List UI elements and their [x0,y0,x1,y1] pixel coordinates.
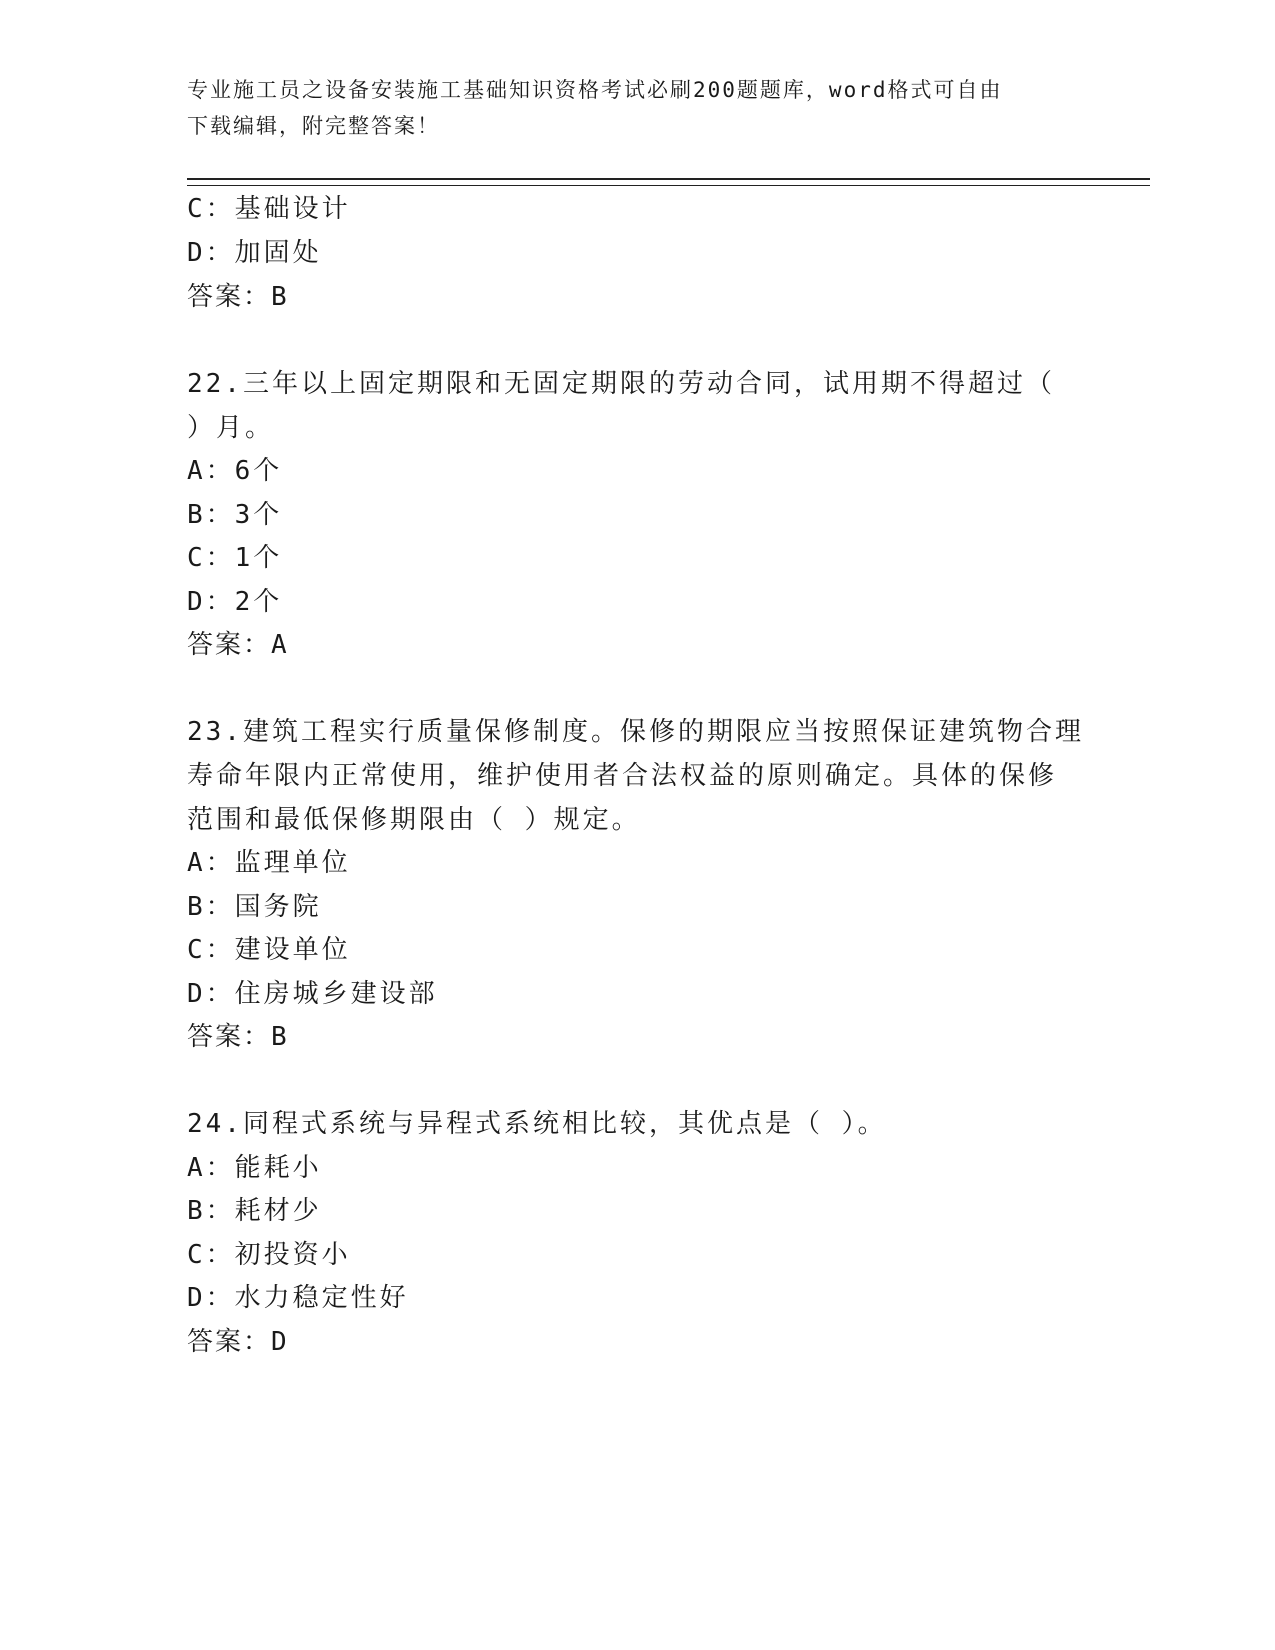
q22-option-a: A：6个 [187,456,283,486]
q22-stem-line-1: 22.三年以上固定期限和无固定期限的劳动合同，试用期不得超过（ [187,369,1055,399]
document-header [187,72,1067,144]
q21-option-d: D：加固处 [187,238,322,268]
q22-option-b: B：3个 [187,500,283,530]
q23-option-b: B：国务院 [187,892,322,922]
q24-stem-line-1: 24.同程式系统与异程式系统相比较，其优点是（ ）。 [187,1109,887,1139]
q22-option-c: C：1个 [187,543,283,573]
header-title-line-1: 专业施工员之设备安装施工基础知识资格考试必刷200题题库，word格式可自由 [187,78,1003,102]
q21-option-c: C：基础设计 [187,194,351,224]
q23-option-a: A：监理单位 [187,848,351,878]
q23-stem-line-3: 范围和最低保修期限由（ ）规定。 [187,805,641,835]
q23-option-d: D：住房城乡建设部 [187,979,438,1009]
q24-option-b: B：耗材少 [187,1196,322,1226]
q24-option-d: D：水力稳定性好 [187,1283,409,1313]
header-divider [187,178,1150,186]
q22-answer: 答案：A [187,630,289,660]
q23-option-c: C：建设单位 [187,935,351,965]
q22-option-d: D：2个 [187,587,283,617]
q24-option-a: A：能耗小 [187,1153,322,1183]
header-title-line-2: 下载编辑，附完整答案！ [187,114,440,138]
q23-answer: 答案：B [187,1022,289,1052]
q21-answer: 答案：B [187,282,289,312]
q23-stem-line-2: 寿命年限内正常使用，维护使用者合法权益的原则确定。具体的保修 [187,761,1058,791]
q23-stem-line-1: 23.建筑工程实行质量保修制度。保修的期限应当按照保证建筑物合理 [187,717,1084,747]
q22-stem-line-2: ）月。 [187,413,275,443]
q24-option-c: C：初投资小 [187,1240,351,1270]
q24-answer: 答案：D [187,1327,289,1357]
